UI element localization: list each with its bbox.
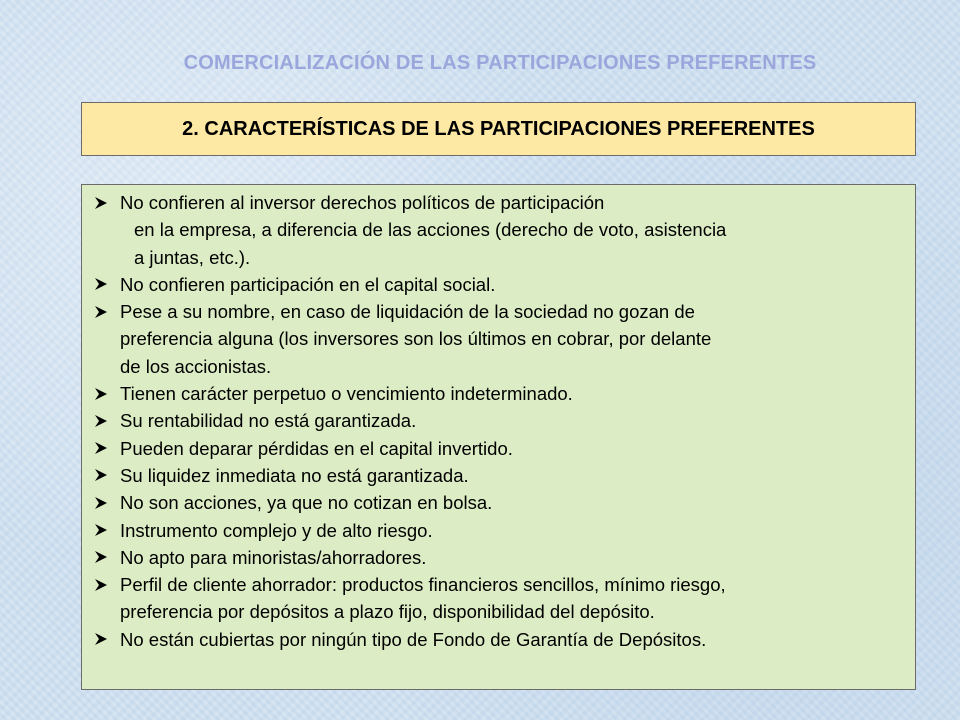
arrowhead-bullet-icon (94, 271, 112, 298)
list-item (92, 462, 905, 489)
list-item (92, 626, 905, 653)
list-item-text: en la empresa, a diferencia de las acciones (derecho de voto, asistencia (134, 219, 727, 241)
list-item-text: No confieren participación en el capital social. (120, 273, 496, 295)
arrowhead-bullet-icon (94, 407, 112, 434)
list-item (92, 435, 905, 462)
list-item-text: No confieren al inversor derechos políticos de participación (120, 192, 605, 213)
list-item-text: Pese a su nombre, en caso de liquidación de la sociedad no gozan de (120, 301, 695, 323)
list-item-text: Su rentabilidad no está garantizada. (120, 410, 417, 432)
arrowhead-bullet-icon (94, 571, 112, 598)
arrowhead-bullet-icon (94, 544, 112, 571)
characteristics-box (81, 184, 916, 690)
list-item-text: preferencia por depósitos a plazo fijo, disponibilidad del depósito. (120, 601, 655, 623)
list-item (92, 271, 905, 298)
list-item-text: preferencia alguna (los inversores son los últimos en cobrar, por delante (120, 328, 712, 350)
list-item-text: Su liquidez inmediata no está garantizada. (120, 464, 469, 486)
arrowhead-bullet-icon (94, 517, 112, 544)
slide-title: COMERCIALIZACIÓN DE LAS PARTICIPACIONES PREFERENTES (183, 52, 817, 74)
list-item-text: Pueden deparar pérdidas en el capital invertido. (120, 437, 513, 459)
characteristics-list (92, 189, 905, 653)
arrowhead-bullet-icon (94, 626, 112, 653)
list-item (92, 544, 905, 571)
list-item (92, 380, 905, 407)
list-item-text: No están cubiertas por ningún tipo de Fondo de Garantía de Depósitos. (120, 628, 707, 650)
list-item-text: No apto para minoristas/ahorradores. (120, 546, 427, 568)
arrowhead-bullet-icon (94, 298, 112, 325)
arrowhead-bullet-icon (94, 489, 112, 516)
list-item-text: de los accionistas. (120, 355, 272, 377)
arrowhead-bullet-icon (94, 435, 112, 462)
section-heading: 2. CARACTERÍSTICAS DE LAS PARTICIPACIONES PREFERENTES (182, 117, 815, 140)
list-item-text: Perfil de cliente ahorrador: productos financieros sencillos, mínimo riesgo, (120, 574, 726, 596)
list-item-text: a juntas, etc.). (134, 246, 251, 268)
list-item (92, 407, 905, 434)
list-item (92, 571, 905, 626)
list-item (92, 517, 905, 544)
arrowhead-bullet-icon (94, 462, 112, 489)
section-heading-box (81, 102, 916, 156)
arrowhead-bullet-icon (94, 380, 112, 407)
list-item (92, 298, 905, 380)
list-item-text: Instrumento complejo y de alto riesgo. (120, 519, 433, 541)
list-item (92, 489, 905, 516)
list-item-text: Tienen carácter perpetuo o vencimiento indeterminado. (120, 383, 573, 405)
list-item (92, 189, 905, 271)
arrowhead-bullet-icon (94, 189, 112, 216)
list-item-text: No son acciones, ya que no cotizan en bolsa. (120, 492, 493, 514)
